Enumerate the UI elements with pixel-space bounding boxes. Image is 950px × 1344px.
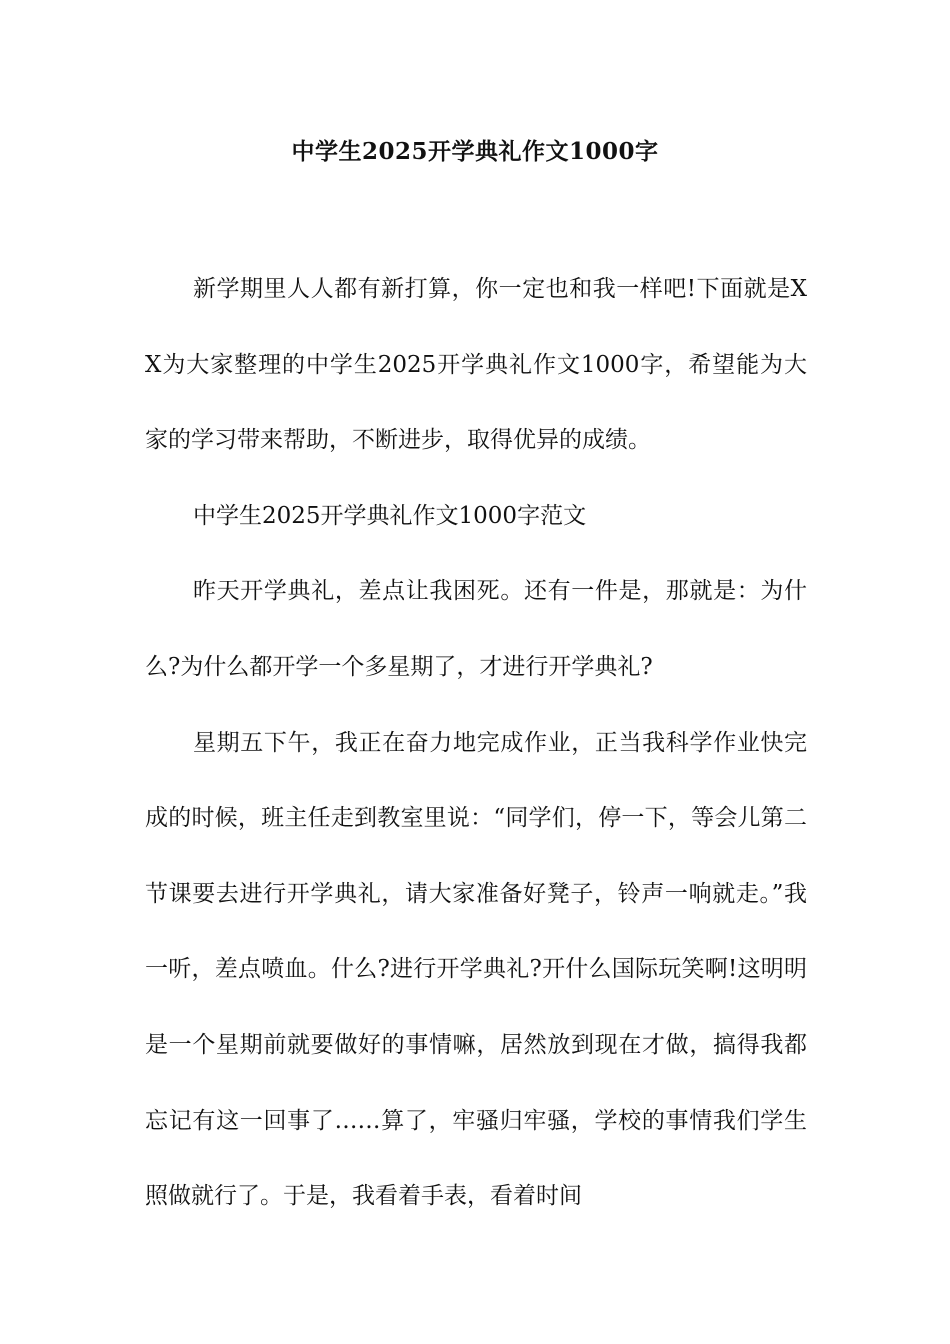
document-body (145, 252, 807, 1235)
essay-subtitle: 中学生2025开学典礼作文1000字范文 (193, 502, 587, 529)
essay-paragraph: 昨天开学典礼，差点让我困死。还有一件是，那就是：为什么?为什么都开学一个多星期了，才进行开学典礼? (145, 578, 807, 680)
essay-paragraph: 星期五下午，我正在奋力地完成作业，正当我科学作业快完成的时候，班主任走到教室里说：“同学们，停一下，等会儿第二节课要去进行开学典礼，请大家准备好凳子，铃声一响就走。”我一听，差点喷血。什么?进行开学典礼?开什么国际玩笑啊!这明明是一个星期前就要做好的事情嘛，居然放到现在才做，搞得我都忘记有这一回事了……算了，牢骚归牢骚，学校的事情我们学生照做就行了。于是，我看着手表，看着时间 (145, 729, 807, 1210)
document-title: 中学生2025开学典礼作文1000字 (291, 138, 659, 165)
intro-paragraph: 新学期里人人都有新打算，你一定也和我一样吧!下面就是XX为大家整理的中学生2025开学典礼作文1000字，希望能为大家的学习带来帮助，不断进步，取得优异的成绩。 (145, 276, 807, 454)
